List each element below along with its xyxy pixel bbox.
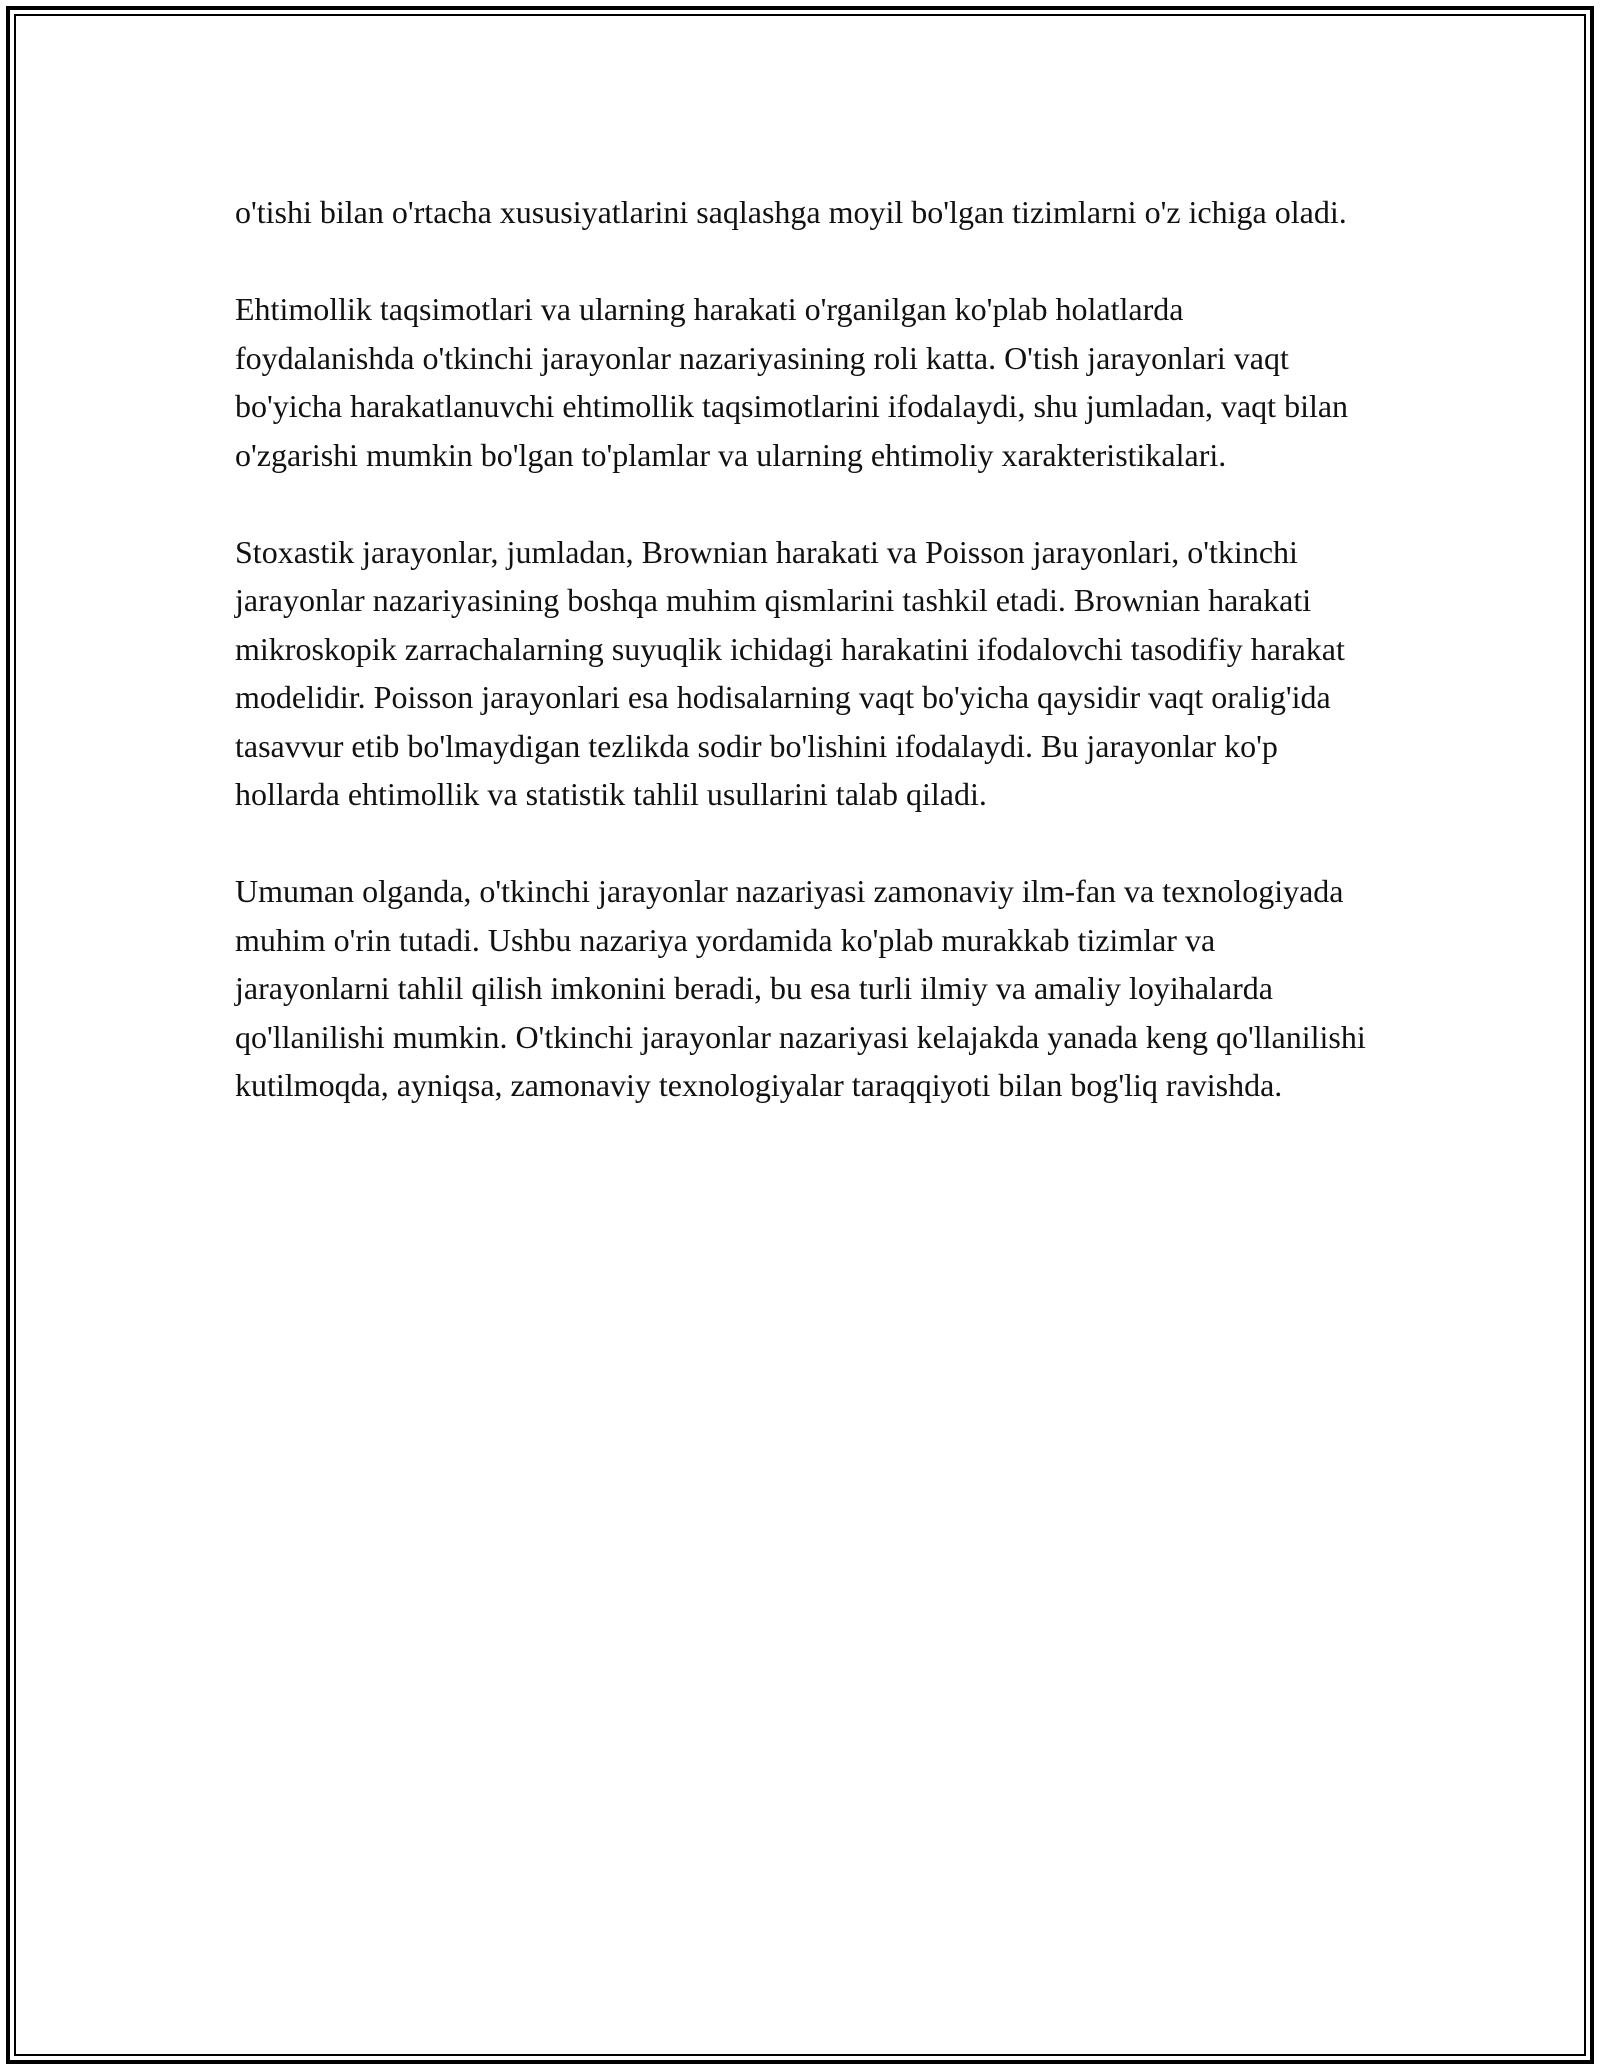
paragraph-3: Stoxastik jarayonlar, jumladan, Brownian harakati va Poisson jarayonlari, o'tkinchi jarayonlar nazariyasining boshqa muhim qismlarini tashkil etadi. Brownian harakati mikroskopik zarrachalarning suyuqlik ichidagi harakatini ifodalovchi tasodifiy harakat modelidir. Poisson jarayonlari esa hodisalarning vaqt bo'yicha qaysidir vaqt oralig'ida tasavvur etib bo'lmaydigan tezlikda sodir bo'lishini ifodalaydi. Bu jarayonlar ko'p hollarda ehtimollik va statistik tahlil usullarini talab qiladi. xyxy=(235,533,1345,812)
paragraph-4: Umuman olganda, o'tkinchi jarayonlar nazariyasi zamonaviy ilm-fan va texnologiyada muhim o'rin tutadi. Ushbu nazariya yordamida ko'plab murakkab tizimlar va jarayonlarni tahlil qilish imkonini beradi, bu esa turli ilmiy va amaliy loyihalarda qo'llanilishi mumkin. O'tkinchi jarayonlar nazariyasi kelajakda yanada keng qo'llanilishi kutilmoqda, ayniqsa, zamonaviy texnologiyalar taraqqiyoti bilan bog'liq ravishda. xyxy=(235,873,1366,1103)
document-body xyxy=(235,188,1370,1158)
paragraph-2: Ehtimollik taqsimotlari va ularning harakati o'rganilgan ko'plab holatlarda foydalanishda o'tkinchi jarayonlar nazariyasining roli katta. O'tish jarayonlari vaqt bo'yicha harakatlanuvchi ehtimollik taqsimotlarini ifodalaydi, shu jumladan, vaqt bilan o'zgarishi mumkin bo'lgan to'plamlar va ularning ehtimoliy xarakteristikalari. xyxy=(235,291,1349,473)
paragraph-1: o'tishi bilan o'rtacha xususiyatlarini saqlashga moyil bo'lgan tizimlarni o'z ichiga oladi. xyxy=(235,194,1347,230)
